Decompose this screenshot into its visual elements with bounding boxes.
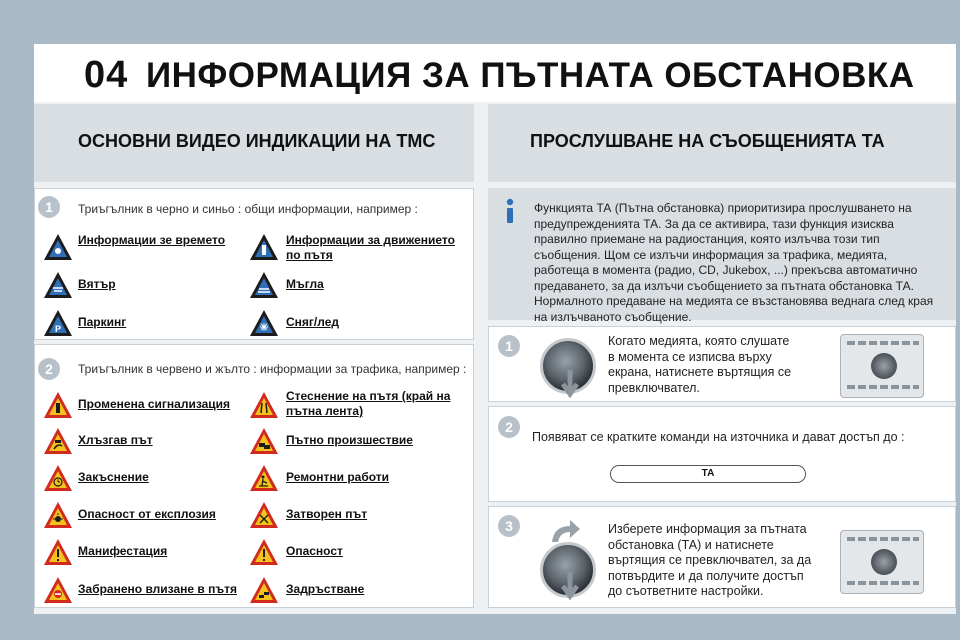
snow-ice-sign-icon <box>248 308 280 338</box>
accident-sign-icon <box>248 426 280 456</box>
delay-sign-icon <box>42 463 74 493</box>
step2-panel <box>488 406 956 502</box>
step2-text: Появяват се кратките команди на източника и дават достъп до : <box>532 430 905 444</box>
sign-label: Закъснение <box>78 470 149 484</box>
weather-info-sign-icon <box>42 232 74 262</box>
sign-label: Опасност <box>286 544 343 558</box>
page-title: ИНФОРМАЦИЯ ЗА ПЪТНАТА ОБСТАНОВКА <box>146 56 915 95</box>
svg-text:P: P <box>54 324 62 334</box>
slippery-road-sign-icon <box>42 426 74 456</box>
radio-unit-icon <box>840 530 924 594</box>
right-section-heading: ПРОСЛУШВАНЕ НА СЪОБЩЕНИЯТА ТА <box>530 131 885 151</box>
sign-label: Вятър <box>78 277 116 291</box>
parking-sign-icon <box>42 308 74 338</box>
left-section-heading: ОСНОВНИ ВИДЕО ИНДИКАЦИИ НА ТМС <box>78 131 436 151</box>
sign-label: Сняг/лед <box>286 315 340 329</box>
sign-label: Мъгла <box>286 277 324 291</box>
chapter-number: 04 <box>84 54 129 96</box>
sign-label: Задръстване <box>286 582 365 596</box>
wind-sign-icon <box>42 270 74 300</box>
sign-label: Опасност от експлозия <box>78 507 216 521</box>
sign-label: Паркинг <box>78 315 127 329</box>
sign-label: Информации за движението по пътя <box>286 233 455 262</box>
sign-label: Ремонтни работи <box>286 470 390 484</box>
sign-label: Пътно произшествие <box>286 433 413 447</box>
traffic-info-sign-icon <box>248 232 280 262</box>
danger-sign-icon <box>248 537 280 567</box>
sign-label: Информации зе времето <box>78 233 226 247</box>
step3-text: Изберете информация за пътната обстановка (ТА) и натиснете въртящия се превключвател, за да потвърдите и да получите достъп до съответните настройки. <box>608 522 812 598</box>
group2-number-badge: 2 <box>38 358 60 380</box>
sign-label: Забранено влизане в пътя <box>78 582 237 596</box>
ta-info-text: Функцията ТА (Пътна обстановка) приоритизира прослушването на предупрежденията ТА. За да се активира, тази функция изисква правилно приемане на радиостанция, която излъчва този тип съобщения. Щом се излъчи информация за трафика, медията, работеща в момента (радио, CD, Jukebox, ...) прекъсва автоматично предаването, за да излъчи съобщението за пътната обстановка ТА. Нормалното предаване на медията се възстановява веднага след края на излъчваното съобщение. <box>534 201 934 324</box>
demonstration-sign-icon <box>42 537 74 567</box>
road-closed-sign-icon <box>248 500 280 530</box>
signal-change-sign-icon <box>42 390 74 420</box>
sign-label: Стеснение на пътя (край на пътна лента) <box>286 389 451 418</box>
radio-unit-icon <box>840 334 924 398</box>
roadworks-sign-icon <box>248 463 280 493</box>
info-icon <box>500 198 520 224</box>
group2-intro: Триъгълник в червено и жълто : информации за трафика, например : <box>78 362 467 376</box>
group1-number-badge: 1 <box>38 196 60 218</box>
sign-label: Затворен път <box>286 507 368 521</box>
fog-sign-icon <box>248 270 280 300</box>
explosion-sign-icon <box>42 500 74 530</box>
press-arrow-icon <box>560 572 580 600</box>
sign-label: Променена сигнализация <box>78 397 231 411</box>
traffic-jam-sign-icon <box>248 575 280 605</box>
no-entry-sign-icon <box>42 575 74 605</box>
sign-label: Хлъзгав път <box>78 433 153 447</box>
road-narrows-sign-icon <box>248 390 280 420</box>
press-arrow-icon <box>560 370 580 398</box>
group1-intro: Триъгълник в черно и синьо : общи информации, например : <box>78 202 418 216</box>
sign-label: Манифестация <box>78 544 168 558</box>
step1-number-badge: 1 <box>498 335 520 357</box>
ta-shortcut-button[interactable]: ТА <box>610 465 806 483</box>
step3-number-badge: 3 <box>498 515 520 537</box>
step1-text: Когато медията, която слушате в момента се изписва върху екрана, натиснете въртящия се превключвател. <box>608 334 792 395</box>
step2-number-badge: 2 <box>498 416 520 438</box>
